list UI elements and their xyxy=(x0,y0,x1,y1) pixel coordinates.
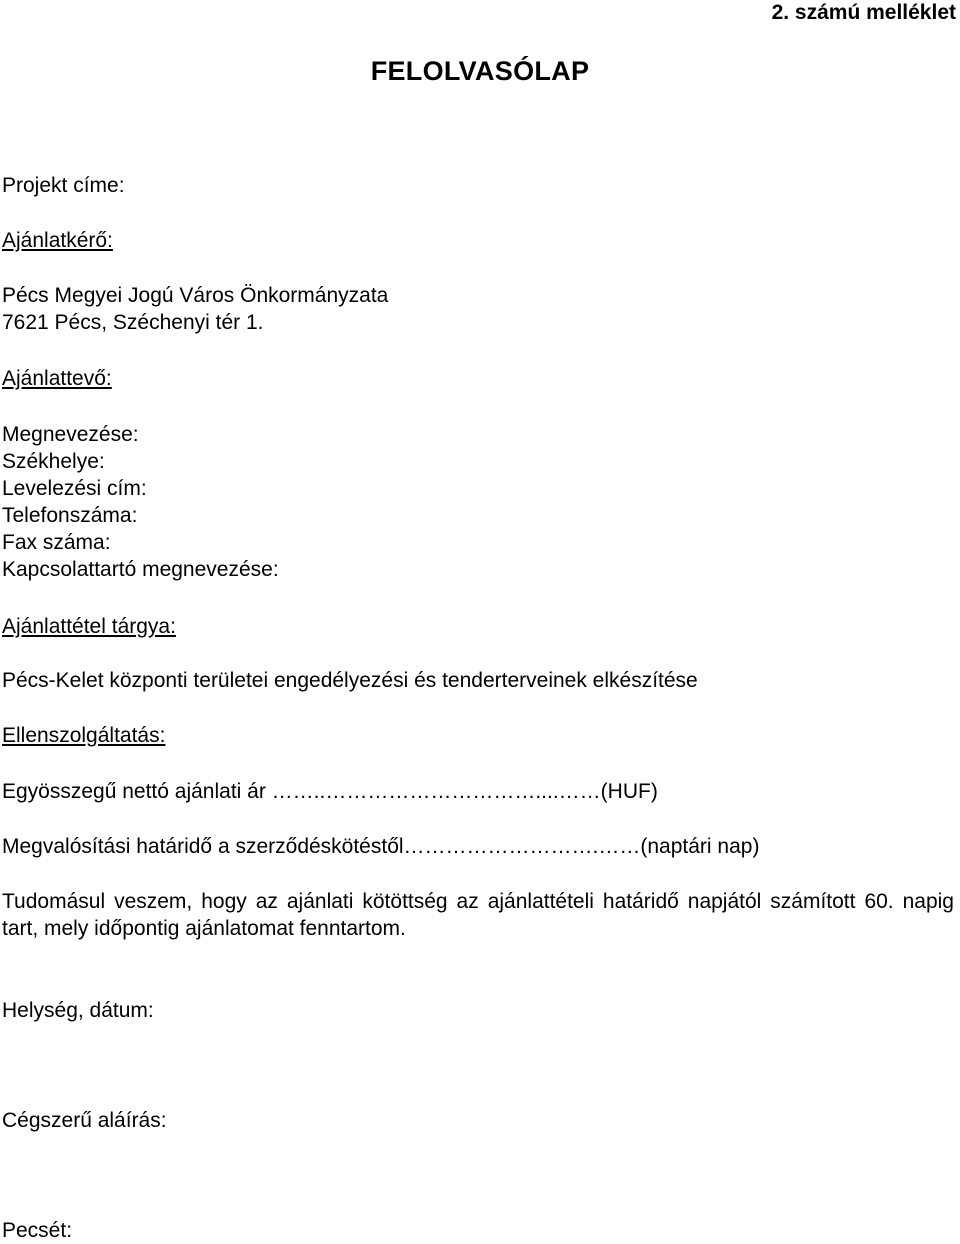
deadline-line: Megvalósítási határidő a szerződéskötéstől……………………….……(naptári nap) xyxy=(2,835,760,858)
bidder-field-seat: Székhelye: xyxy=(2,450,105,473)
page-title: FELOLVASÓLAP xyxy=(370,56,590,86)
project-title-label: Projekt címe: xyxy=(2,174,125,197)
requester-address: 7621 Pécs, Széchenyi tér 1. xyxy=(2,311,264,334)
bidder-field-mailing-address: Levelezési cím: xyxy=(2,477,147,500)
bidder-field-contact: Kapcsolattartó megnevezése: xyxy=(2,558,279,581)
place-date-label: Helység, dátum: xyxy=(2,999,154,1022)
consideration-label: Ellenszolgáltatás: xyxy=(2,724,166,747)
requester-label: Ajánlatkérő: xyxy=(2,229,113,252)
bidder-label: Ajánlattevő: xyxy=(2,367,112,390)
stamp-label: Pecsét: xyxy=(2,1219,73,1242)
binding-statement: Tudomásul veszem, hogy az ajánlati kötöttség az ajánlattételi határidő napjától számított 60. napig tart, mely időpontig ajánlatomat fenntartom. xyxy=(2,890,954,940)
company-signature-label: Cégszerű aláírás: xyxy=(2,1109,167,1132)
bidder-field-phone: Telefonszáma: xyxy=(2,504,138,527)
requester-name: Pécs Megyei Jogú Város Önkormányzata xyxy=(2,284,389,307)
bidder-field-fax: Fax száma: xyxy=(2,531,111,554)
net-price-line: Egyösszegű nettó ajánlati ár ……..…………………………....……(HUF) xyxy=(2,780,658,803)
subject-label: Ajánlattétel tárgya: xyxy=(2,615,176,638)
bidder-field-name: Megnevezése: xyxy=(2,423,139,446)
annex-number: 2. számú melléklet xyxy=(771,1,956,24)
subject-text: Pécs-Kelet központi területei engedélyezési és tenderterveinek elkészítése xyxy=(2,669,698,692)
